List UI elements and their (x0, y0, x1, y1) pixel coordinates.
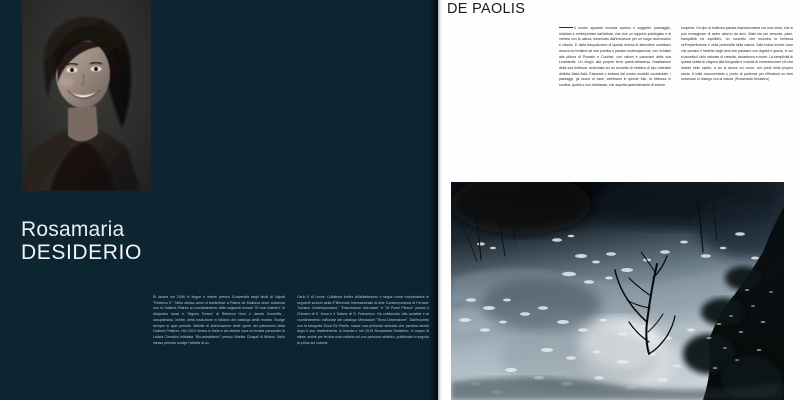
biography-columns (153, 295, 429, 347)
landscape-photo-image (451, 182, 784, 400)
page-title: DE PAOLIS (447, 1, 526, 17)
portrait-photo (22, 0, 151, 191)
biography-column-2: Carlo V di Lecce. Collabora inoltre all'allestimento e segue come coordinatrice le seguenti sezioni della 5°Biennale Internazionale di Arte Contemporanea di Ferrara: "Arcaico Contemporaneo", "Dissolvenze Incrociate" e "Ut Poesi Pictura" presso il Chiostro di S. Anna e il Salone di S. Francesco. Ha collaborato alla curatela e al coordinamento editoriale del catalogo Mondadori "Terza Dimensione". Dall'incontro con la fotografa Enza De Paolis, nasce una profonda amicizia che perdura anche dopo il suo trasferimento in Irlanda e nel 2013 Rosamaria Desiderio, in segno di stima, scrive per lei due note critiche sul suo percorso artistico, pubblicate in seguito la prima sul volume (297, 295, 429, 345)
artist-last-name: DESIDERIO (21, 241, 142, 264)
biography-column-1: Si laurea nel 2008 in lingue e lettere presso l'Università degli studi di Napoli "Federico II". Nello stesso anno si trasferisce a Palma de Mallorca dove collabora con la Galleria Pilares al coordinamento delle seguenti mostre "El mar Adentro" di Alejandro Icaza e "Aigues Torses" di Rebecca Horn e Jannis Kounellis , occupandosi, inoltre, della traduzione in italiano del catalogo della mostra. Svolge sempre in quel periodo l'attività di archiviazione delle opere del patrimonio della Galleria Pelaires. Nel 2010 rientra in Italia e ad ottobre cura la mostra personale di Letizia Cimadori intitolata "Bio-astrattismo" presso l'Atelier Chagall di Milano. Nello stesso periodo svolge l'attività di co- (153, 295, 285, 345)
paragraph-indent-rule (559, 27, 573, 28)
essay-columns (559, 26, 793, 89)
portrait-photo-image (22, 0, 151, 191)
essay-column-1-text: Il nostro sguardo incrocia spesso il soggetto: paesaggio, rivisitato e reinterpretato dall'artista, che vive un rapporto privilegiato e di mimesi con la natura, traversato dall'emozione per un luogo riconosciuto e vissuto. E dalla trasposizione di questa ricerca le atmosfere cambiano ancora ed invitano ad una poetica e pacata contemplazione, con richiami alla pittura di Poussin e Courbet, con visioni e panorami della sua Lombardia. Un elogio alla propria terra quindi,attraverso l'esaltazione della sua bellezza, avvicinata ad un concetto di estetica di tipo orientale definita Wabi-Sabi. Estranea o lontana dal nostro modello occidentale, i paesaggi, gli scorci di case, celebrano in queste foto, la bellezza in sordina, quieta e non dichiarata, che aspetta pazientemente di essere (559, 26, 671, 88)
right-page (438, 0, 800, 400)
landscape-photo (451, 182, 784, 400)
artist-name (21, 219, 142, 263)
artist-first-name: Rosamaria (21, 218, 125, 241)
essay-column-2: scoperta. Un tipo di bellezza pacata,impressionante ma mai ovvia, che si può immaginare di avere attorno da anni. Wabi sta per armonia, pace, tranquillità ed equilibrio, un concetto che incontra la bellezza nell'imperfezione e nella profondità della natura. Sabi indica invece cose che portano il fardello degli anni che passano con dignità e grazia, in cui si accetta il ciclo naturale di crescita, decadenza e morte. La semplicità di questa scelta di volgersi alla fotografia è volontà di commemorare ciò che risiede nello spirito, a cui si lavora col cuore, con piedi della proprio storia. A tratti documentaria o punto di partenza per riflessioni su temi universali, in dialogo con la natura. (Rosamaria Desiderio) (681, 26, 793, 82)
essay-column-1 (559, 26, 671, 89)
